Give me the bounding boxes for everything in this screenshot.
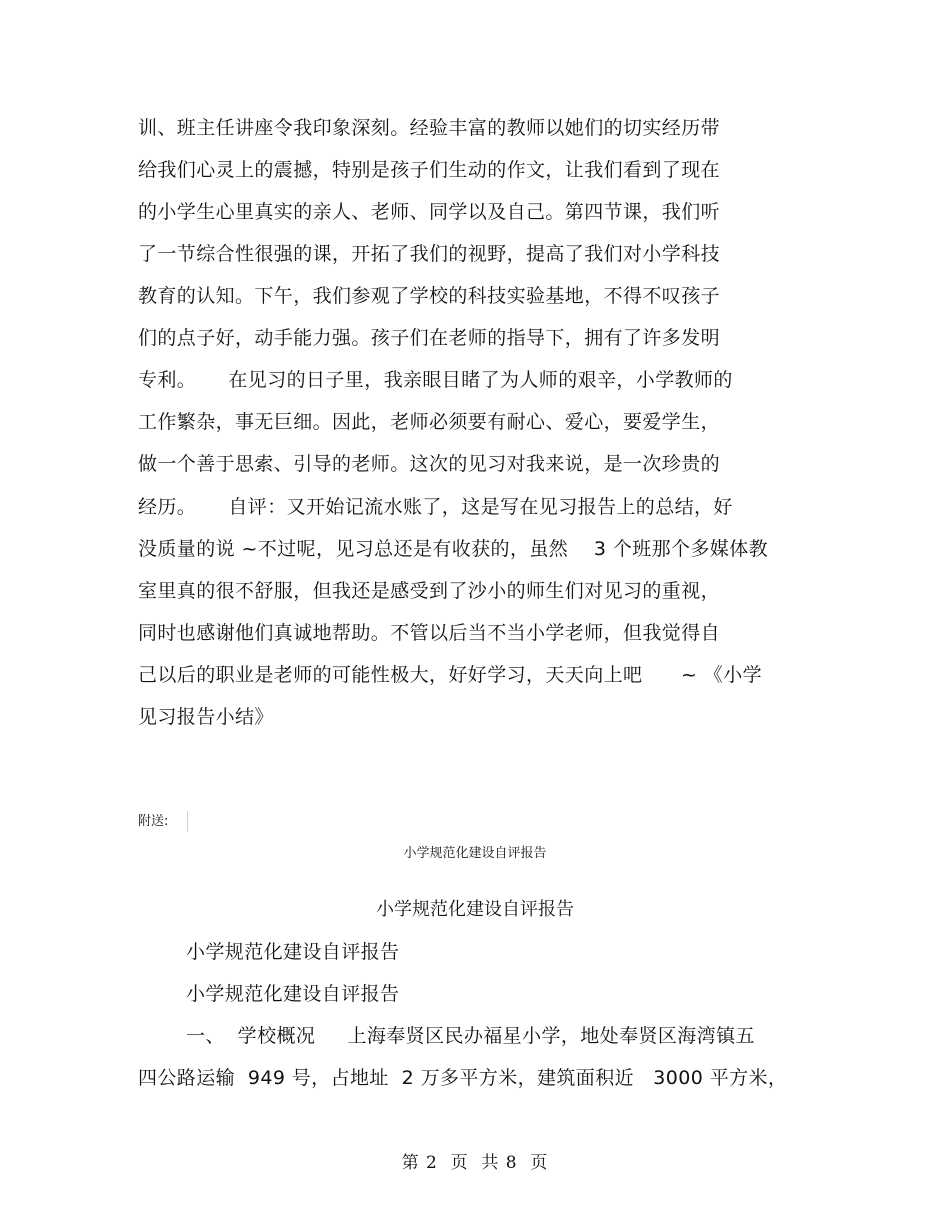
body-line: 见习报告小结》 <box>138 706 274 728</box>
body-line: 没质量的说 ~不过呢，见习总还是有收获的，虽然 3 个班那个多媒体教 <box>138 538 769 560</box>
body-line: 们的点子好，动手能力强。孩子们在老师的指导下，拥有了许多发明 <box>138 327 721 349</box>
body-line: 做一个善于思索、引导的老师。这次的见习对我来说，是一次珍贵的 <box>138 453 721 475</box>
body-line: 的小学生心里真实的亲人、老师、同学以及自己。第四节课，我们听 <box>138 201 721 223</box>
body-line: 给我们心灵上的震撼，特别是孩子们生动的作文，让我们看到了现在 <box>138 159 721 181</box>
body-line: 训、班主任讲座令我印象深刻。经验丰富的教师以她们的切实经历带 <box>138 117 721 139</box>
section-line: 四公路运输 949 号，占地址 2 万多平方米，建筑面积近 3000 平方米， <box>138 1067 788 1089</box>
body-line: 了一节综合性很强的课，开拓了我们的视野，提高了我们对小学科技 <box>138 243 721 265</box>
small-section-title: 小学规范化建设自评报告 <box>403 846 547 861</box>
body-line: 工作繁杂，事无巨细。因此，老师必须要有耐心、爱心，要爱学生， <box>138 411 721 433</box>
report-subtitle: 小学规范化建设自评报告 <box>186 983 400 1005</box>
page-footer: 第 2 页 共 8 页 <box>401 1153 549 1173</box>
appendix-label: 附送: <box>138 814 169 829</box>
report-title: 小学规范化建设自评报告 <box>376 899 574 920</box>
body-line: 己以后的职业是老师的可能性极大，好好学习，天天向上吧 ~ 《小学 <box>138 664 762 686</box>
report-subtitle: 小学规范化建设自评报告 <box>186 941 400 963</box>
body-line: 同时也感谢他们真诚地帮助。不管以后当不当小学老师，但我觉得自 <box>138 622 721 644</box>
body-line: 教育的认知。下午，我们参观了学校的科技实验基地，不得不叹孩子 <box>138 285 721 307</box>
body-line: 经历。 自评：又开始记流水账了，这是写在见习报告上的总结，好 <box>138 496 733 518</box>
section-line: 一、 学校概况 上海奉贤区民办福星小学，地处奉贤区海湾镇五 <box>186 1025 755 1047</box>
body-line: 室里真的很不舒服，但我还是感受到了沙小的师生们对见习的重视， <box>138 580 721 602</box>
body-line: 专利。 在见习的日子里，我亲眼目睹了为人师的艰辛，小学教师的 <box>138 369 733 391</box>
text-cursor-divider <box>187 811 188 832</box>
